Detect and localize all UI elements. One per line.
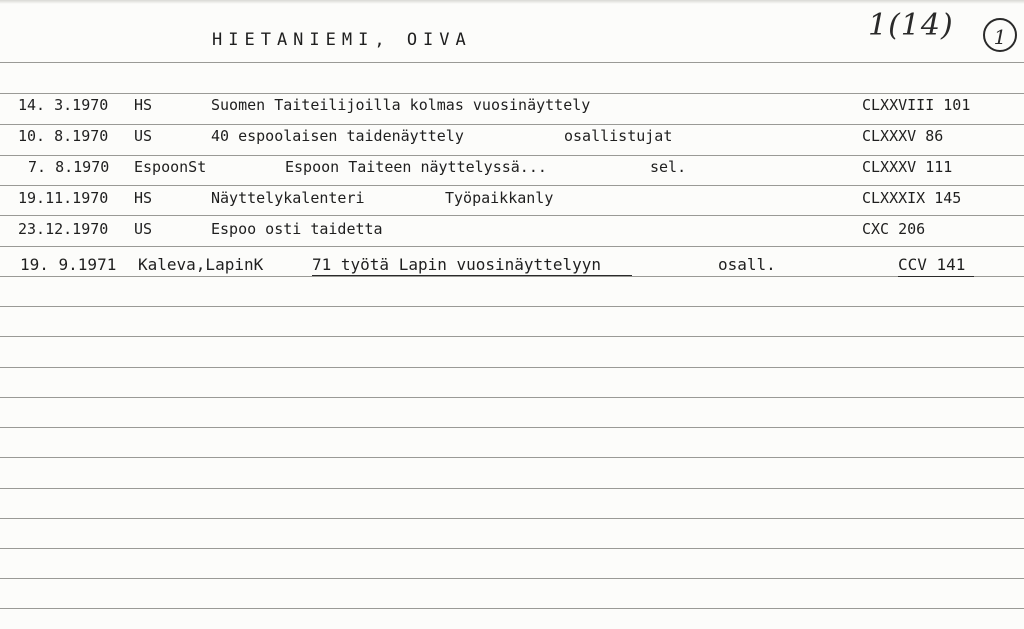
entry-source: Kaleva,LapinK bbox=[138, 255, 264, 274]
entry-source: HS bbox=[134, 189, 153, 207]
card-title: HIETANIEMI, OIVA bbox=[212, 30, 472, 50]
rule-line bbox=[0, 488, 1024, 489]
rule-line bbox=[0, 578, 1024, 579]
entry-note: sel. bbox=[650, 158, 687, 176]
entry-text: Espoo osti taidetta bbox=[211, 220, 383, 238]
text-underline bbox=[312, 275, 632, 276]
entry-ref: CLXXXV 86 bbox=[862, 127, 944, 145]
entry-note: osallistujat bbox=[564, 127, 673, 145]
entry-text: 71 työtä Lapin vuosinäyttelyyn bbox=[312, 255, 601, 274]
entry-text: Näyttelykalenteri bbox=[211, 189, 365, 207]
rule-line bbox=[0, 246, 1024, 247]
entry-source: EspoonSt bbox=[134, 158, 207, 176]
entry-row bbox=[0, 127, 1024, 153]
rule-line bbox=[0, 457, 1024, 458]
rule-line bbox=[0, 397, 1024, 398]
rule-line bbox=[0, 336, 1024, 337]
entry-source: US bbox=[134, 127, 153, 145]
entry-ref: CLXXXV 111 bbox=[862, 158, 953, 176]
entry-text: Espoon Taiteen näyttelyssä... bbox=[285, 158, 547, 176]
entry-date: 19.11.1970 bbox=[18, 189, 109, 207]
entry-ref: CXC 206 bbox=[862, 220, 926, 238]
entry-text: 40 espoolaisen taidenäyttely bbox=[211, 127, 464, 145]
rule-line bbox=[0, 608, 1024, 609]
rule-line bbox=[0, 306, 1024, 307]
entry-date: 10. 8.1970 bbox=[18, 127, 109, 145]
entry-row bbox=[0, 158, 1024, 184]
entry-date: 19. 9.1971 bbox=[20, 255, 117, 274]
rule-line bbox=[0, 367, 1024, 368]
entry-text: Suomen Taiteilijoilla kolmas vuosinäyttely bbox=[211, 96, 591, 114]
rule-line bbox=[0, 185, 1024, 186]
rule-line bbox=[0, 124, 1024, 125]
entry-ref: CCV 141 bbox=[898, 255, 966, 274]
ref-underline bbox=[898, 276, 974, 277]
entry-date: 23.12.1970 bbox=[18, 220, 109, 238]
card-top-edge bbox=[0, 0, 1024, 4]
entry-note: Työpaikkanly bbox=[445, 189, 554, 207]
entry-ref: CLXXXIX 145 bbox=[862, 189, 962, 207]
rule-line bbox=[0, 518, 1024, 519]
rule-line bbox=[0, 62, 1024, 63]
entry-ref: CLXXVIII 101 bbox=[862, 96, 971, 114]
entry-row bbox=[0, 96, 1024, 122]
rule-line bbox=[0, 215, 1024, 216]
entry-row bbox=[0, 255, 1024, 281]
entry-row bbox=[0, 220, 1024, 246]
entry-row bbox=[0, 189, 1024, 215]
circled-card-number: 1 bbox=[983, 18, 1017, 52]
entry-source: US bbox=[134, 220, 153, 238]
entry-source: HS bbox=[134, 96, 153, 114]
rule-line bbox=[0, 427, 1024, 428]
rule-line bbox=[0, 155, 1024, 156]
entry-date: 7. 8.1970 bbox=[28, 158, 110, 176]
rule-line bbox=[0, 548, 1024, 549]
entry-note: osall. bbox=[718, 255, 776, 274]
rule-line bbox=[0, 93, 1024, 94]
handwritten-page-note: 1(14) bbox=[868, 8, 954, 43]
entry-date: 14. 3.1970 bbox=[18, 96, 109, 114]
